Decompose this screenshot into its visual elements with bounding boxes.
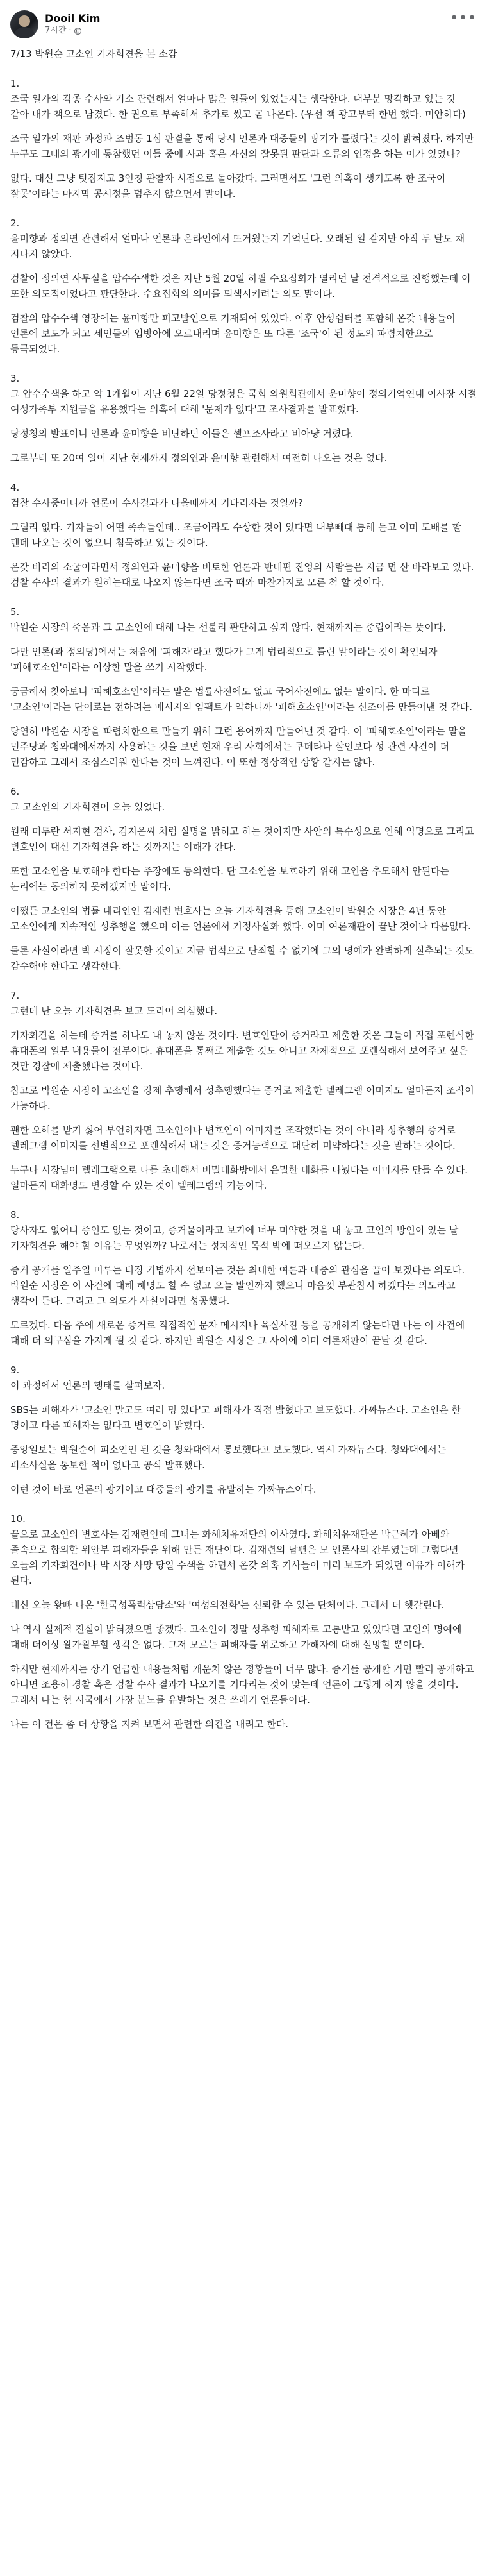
post-paragraph: 대신 오늘 왕빠 나온 '한국성폭력상담소'와 '여성의전화'는 신뢰할 수 있는 단체이다. 그래서 더 헷갈린다. <box>10 1599 445 1611</box>
post-paragraph: 모르겠다. 다음 주에 새로운 증거로 직접적인 문자 메시지나 육실사진 등을 공개하지 않는다면 나는 이 사건에 대해 더 의구심을 가지게 될 것 같다. 하지만 박원순 시장은 그 사이에 이미 여론재판이 끝날 것 같다. <box>10 1319 465 1346</box>
section-number: 1. <box>10 78 20 89</box>
section-number: 8. <box>10 1209 20 1221</box>
post-paragraph: 그로부터 또 20여 일이 지난 현재까지 정의연과 윤미향 관련해서 여전히 나오는 것은 없다. <box>10 452 388 464</box>
section-number: 3. <box>10 373 20 384</box>
post-body <box>10 46 477 1732</box>
post-paragraph: 그 압수수색을 하고 약 1개월이 지난 6월 22일 당정청은 국회 의원회관에서 윤미향이 정의기억연대 이사장 시절 여성가족부 지원금을 유용했다는 의혹에 대해 '문제가 없다'고 조사결과를 발표했다. <box>10 388 477 415</box>
post-paragraph: 기자회견을 하는데 증거를 하나도 내 놓지 않은 것이다. 변호인단이 증거라고 제출한 것은 그들이 직접 포렌식한 휴대폰의 일부 내용물이 전부이다. 휴대폰을 통째로 제출한 것도 아니고 자체적으로 포렌식해서 보여주고 싶은 것만 경찰에 제출했다는 것이다. <box>10 1030 474 1072</box>
section-number: 4. <box>10 482 20 493</box>
post-paragraph: 그럴리 없다. 기자들이 어떤 족속들인데.. 조금이라도 수상한 것이 있다면 내부빼대 통해 듣고 이미 도배를 할 텐데 나오는 것이 없으니 침묵하고 있는 것이다. <box>10 521 462 548</box>
post-paragraph: 증거 공개를 일주일 미루는 티징 기법까지 선보이는 것은 최대한 여론과 대중의 관심을 끌어 보겠다는 의도다. 박원순 시장은 이 사건에 대해 해명도 할 수 없고 오늘 발인까지 했으니 마음껏 부관참시 하겠다는 의도라고 생각이 든다. 그리고 그 의도가 사실이라면 성공했다. <box>10 1264 465 1307</box>
post-meta <box>45 25 100 37</box>
post-paragraph: 조국 일가의 각종 수사와 기소 관련해서 얼마나 많은 일들이 있었는지는 생략한다. 대부분 망각하고 있는 것 같아 내가 책으로 남겼다. 한 권으로 부족해서 추가로 썼고 곧 나온다. (우선 책 광고부터 한번 했다. 미안하다) <box>10 93 466 120</box>
post-paragraph: 검찰 수사중이니까 언론이 수사결과가 나올때까지 기다리자는 것일까? <box>10 497 303 509</box>
post-paragraph: 다만 언론(과 정의당)에서는 처음에 '피해자'라고 했다가 그게 법리적으로 틀린 말이라는 것이 확인되자 '피해호소인'이라는 이상한 말을 쓰기 시작했다. <box>10 646 438 673</box>
meta-separator: · <box>69 26 72 35</box>
section-number: 5. <box>10 606 20 618</box>
post-paragraph: 그런데 난 오늘 기자회견을 보고 도리어 의심했다. <box>10 1005 218 1017</box>
section-number: 2. <box>10 217 20 229</box>
post-paragraph: SBS는 피해자가 '고소인 말고도 여러 명 있다'고 피해자가 직접 밝혔다고 보도했다. 가짜뉴스다. 고소인은 한 명이고 다른 피해자는 없다고 변호인이 밝혔다. <box>10 1404 461 1431</box>
post-paragraph: 어쨌든 고소인의 법률 대리인인 김재련 변호사는 오늘 기자회견을 통해 고소인이 박원순 시장은 4년 동안 고소인에게 지속적인 성추행을 했으며 이는 언론에서 기정사실화 했다. 이미 여론재판이 끝난 것이나 다름없다. <box>10 905 471 932</box>
post-paragraph: 당정청의 발표이니 언론과 윤미향을 비난하던 이들은 셀프조사라고 비아냥 거렸다. <box>10 428 354 439</box>
post-paragraph: 끝으로 고소인의 변호사는 김재련인데 그녀는 화해치유재단의 이사였다. 화해치유재단은 박근혜가 아베와 졸속으로 합의한 위안부 피해자들을 위해 만든 재단이다. 김재련의 남편은 모 언론사의 간부였는데 그렇다면 오늘의 기자회견이나 박 시장 사망 당일 수색을 하면서 온갖 의혹 기사들이 미리 보도가 되었던 이유가 이해가 된다. <box>10 1529 465 1586</box>
section-number: 7. <box>10 990 20 1001</box>
post-paragraph: 없다. 대신 그냥 팃짐지고 3인칭 관찰자 시점으로 돌아갔다. 그러면서도 '그런 의혹이 생기도록 한 조국이 잘못'이라는 마지막 공시정을 멈추지 않으면서 말이다. <box>10 173 446 199</box>
post-header <box>10 8 477 41</box>
post-paragraph: 이런 것이 바로 언론의 광기이고 대중들의 광기를 유발하는 가짜뉴스이다. <box>10 1484 317 1495</box>
post-paragraph: 조국 일가의 재판 과정과 조범동 1심 판결을 통해 당시 언론과 대중들의 광기가 틀렸다는 것이 밝혀졌다. 하지만 누구도 그때의 광기에 동참했던 이들 중에 사과 혹은 자신의 잘못된 판단과 오류의 인정을 하는 이가 있었나? <box>10 133 474 160</box>
post-paragraph: 나 역시 실제적 진실이 밝혀졌으면 좋겠다. 고소인이 정말 성추행 피해자로 고통받고 있었다면 고인의 명예에 대해 더이상 왈가왈부할 생각은 없다. 그저 모르는 피해자를 위로하고 가해자에 대해 실망할 뿐이다. <box>10 1623 462 1650</box>
section-number: 10. <box>10 1513 26 1525</box>
post-paragraph: 물론 사실이라면 박 시장이 잘못한 것이고 지금 법적으로 단죄할 수 없기에 그의 명예가 완벽하게 실추되는 것도 감수해야 한다고 생각한다. <box>10 945 474 972</box>
post-paragraph: 또한 고소인을 보호해야 한다는 주장에도 동의한다. 단 고소인을 보호하기 위해 고인을 추모해서 안된다는 논리에는 동의하지 못하겠지만 말이다. <box>10 865 450 892</box>
post-paragraph: 검찰의 압수수색 영장에는 윤미향만 피고발인으로 기재되어 있었다. 이후 안성쉼터를 포함해 온갖 내용들이 언론에 보도가 되고 세인들의 입방아에 오르내리며 윤미향은 또 다른 '조국'이 된 정도의 파렴치한으로 등극되었다. <box>10 312 456 355</box>
post-paragraph: 온갖 비리의 소굴이라면서 정의연과 윤미향을 비토한 언론과 반대편 진영의 사람들은 지금 먼 산 바라보고 있다. 검찰 수사의 결과가 원하는대로 나오지 않는다면 조국 때와 마찬가지로 모른 척 할 것이다. <box>10 561 474 588</box>
post-paragraph: 이 과정에서 언론의 행태를 살펴보자. <box>10 1380 165 1391</box>
post-title: 7/13 박원순 고소인 기자회견을 본 소감 <box>10 48 177 60</box>
avatar[interactable] <box>10 10 38 38</box>
post-paragraph: 그 고소인의 기자회견이 오늘 있었다. <box>10 801 165 813</box>
post-paragraph: 나는 이 건은 좀 더 상황을 지켜 보면서 관련한 의견을 내려고 한다. <box>10 1718 288 1730</box>
author-name[interactable]: Dooil Kim <box>45 12 101 24</box>
post-paragraph: 하지만 현재까지는 상기 언급한 내용들처럼 개운치 않은 정황들이 너무 많다. 증거를 공개할 거면 빨리 공개하고 아니면 조용히 경찰 혹은 검찰 수사 결과가 나오기를 기다리는 것이 맞는데 언론이 그렇게 하지 않을 것이다. 그래서 나는 현 시국에서 가장 분노를 유발하는 것은 쓰레기 언론들이다. <box>10 1663 474 1706</box>
globe-icon[interactable] <box>74 28 81 35</box>
post-paragraph: 검찰이 정의연 사무실을 압수수색한 것은 지난 5월 20일 하필 수요집회가 열리던 날 전격적으로 진행했는데 이 또한 의도적이었다고 판단한다. 수요집회의 의미를 퇴색시키려는 의도 말이다. <box>10 273 471 300</box>
section-number: 6. <box>10 786 20 797</box>
post-paragraph: 궁금해서 찾아보니 '피해호소인'이라는 말은 법률사전에도 없고 국어사전에도 없는 말이다. 한 마디로 '고소인'이라는 단어로는 전하려는 메시지의 임팩트가 약하니까 '피해호소인'이라는 신조어를 만들어낸 것 같다. <box>10 686 472 713</box>
post-paragraph: 당연히 박원순 시장을 파렴치한으로 만들기 위해 그런 용어까지 만들어낸 것 같다. 이 '피해호소인'이라는 말을 민주당과 청와대에서까지 사용하는 것을 보면 현재 우리 사회에서는 쿠데타나 살인보다 성 관련 사건이 더 민감하고 그래서 조심스러워 한다는 것이 느껴진다. 이 또한 정상적인 상황 같지는 않다. <box>10 725 467 768</box>
post-paragraph: 괜한 오해를 받기 싫어 부언하자면 고소인이나 변호인이 이미지를 조작했다는 것이 아니라 성추행의 증거로 텔레그램 이미지를 선별적으로 포렌식해서 내는 것은 증거능력으로 대단히 미약하다는 것을 말하는 것이다. <box>10 1124 456 1151</box>
post-paragraph: 참고로 박원순 시장이 고소인을 강제 추행해서 성추행했다는 증거로 제출한 텔레그램 이미지도 얼마든지 조작이 가능하다. <box>10 1085 474 1112</box>
more-options-icon[interactable]: ••• <box>450 10 477 26</box>
post-paragraph: 중앙일보는 박원순이 피소인인 된 것을 청와대에서 통보했다고 보도했다. 역시 가짜뉴스다. 청와대에서는 피소사실을 통보한 적이 없다고 공식 발표했다. <box>10 1444 447 1471</box>
post-paragraph: 원래 미투란 서지현 검사, 김지은씨 처럼 실명을 밝히고 하는 것이지만 사안의 특수성으로 인해 익명으로 그리고 변호인이 대신 기자회견을 하는 것까지는 이해가 간다. <box>10 826 474 852</box>
post-time[interactable]: 7시간 <box>45 26 67 35</box>
post-paragraph: 박원순 시장의 죽음과 그 고소인에 대해 나는 선불리 판단하고 싶지 않다. 현재까지는 중립이라는 뜻이다. <box>10 622 447 633</box>
section-number: 9. <box>10 1364 20 1376</box>
post-paragraph: 당사자도 없어니 증인도 없는 것이고, 증거물이라고 보기에 너무 미약한 것을 내 놓고 고인의 방인이 있는 날 기자회견을 해야 할 이유는 무엇일까? 나로서는 정치적인 목적 밖에 떠오르지 않는다. <box>10 1224 459 1251</box>
post-paragraph: 윤미향과 정의연 관련해서 얼마나 언론과 온라인에서 뜨거웠는지 기억난다. 오래된 일 같지만 아직 두 달도 채 지나지 않았다. <box>10 233 465 260</box>
post-paragraph: 누구나 시장님이 텔레그램으로 나를 초대해서 비밀대화방에서 은밀한 대화를 나눴다는 이미지를 만들 수 있다. 얼마든지 대화명도 변경할 수 있는 것이 텔레그램의 기능이다. <box>10 1164 468 1191</box>
author-info <box>45 12 100 37</box>
